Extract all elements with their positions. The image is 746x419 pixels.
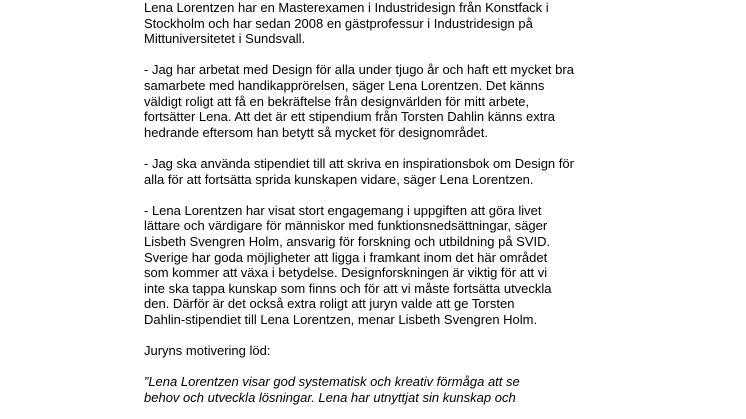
paragraph-spacer bbox=[144, 47, 614, 63]
paragraph-quote-lena-2: - Jag ska använda stipendiet till att skriva en inspirationsbok om Design för alla för att fortsätta sprida kunskapen vidare, säger Lena Lorentzen. bbox=[144, 155, 574, 187]
paragraph-bio: Lena Lorentzen har en Masterexamen i Industridesign från Konstfack i Stockholm och har sedan 2008 en gästprofessur i Industridesign på Mittuniversitetet i Sundsvall. bbox=[144, 0, 549, 47]
paragraph-spacer bbox=[144, 359, 614, 375]
paragraph-jury-motivation: ”Lena Lorentzen visar god systematisk och kreativ förmåga att se behov och utveckla lösningar. Lena har utnyttjat sin kunskap och bbox=[144, 374, 520, 405]
paragraph-spacer bbox=[144, 327, 614, 343]
paragraph-quote-lisbeth: - Lena Lorentzen har visat stort engagemang i uppgiften att göra livet lättare och värdigare för människor med funktionsnedsättningar, säger Lisbeth Svengren Holm, ansvarig för forskning och utbildning på SVID. Sverige har goda möjligheter att ligga i framkant inom det här området som kommer att växa i betydelse. Designforskningen är viktig för att vi inte ska tappa kunskap som finns och för att vi måste fortsätta utveckla den. Därför är det också extra roligt att juryn valde att ge Torsten Dahlin-stipendiet till Lena Lorentzen, menar Lisbeth Svengren Holm. bbox=[144, 202, 552, 327]
paragraph-quote-lena-1: - Jag har arbetat med Design för alla under tjugo år och haft ett mycket bra samarbete med handikapprörelsen, säger Lena Lorentzen. Det känns väldigt roligt att få en bekräftelse från designvärlden för mitt arbete, fortsätter Lena. Att det är ett stipendium från Torsten Dahlin känns extra hedrande eftersom han betytt så mycket för designområdet. bbox=[144, 62, 574, 140]
paragraph-spacer bbox=[144, 187, 614, 203]
paragraph-spacer bbox=[144, 140, 614, 156]
paragraph-jury-intro: Juryns motivering löd: bbox=[144, 343, 271, 359]
document-page bbox=[144, 0, 614, 405]
